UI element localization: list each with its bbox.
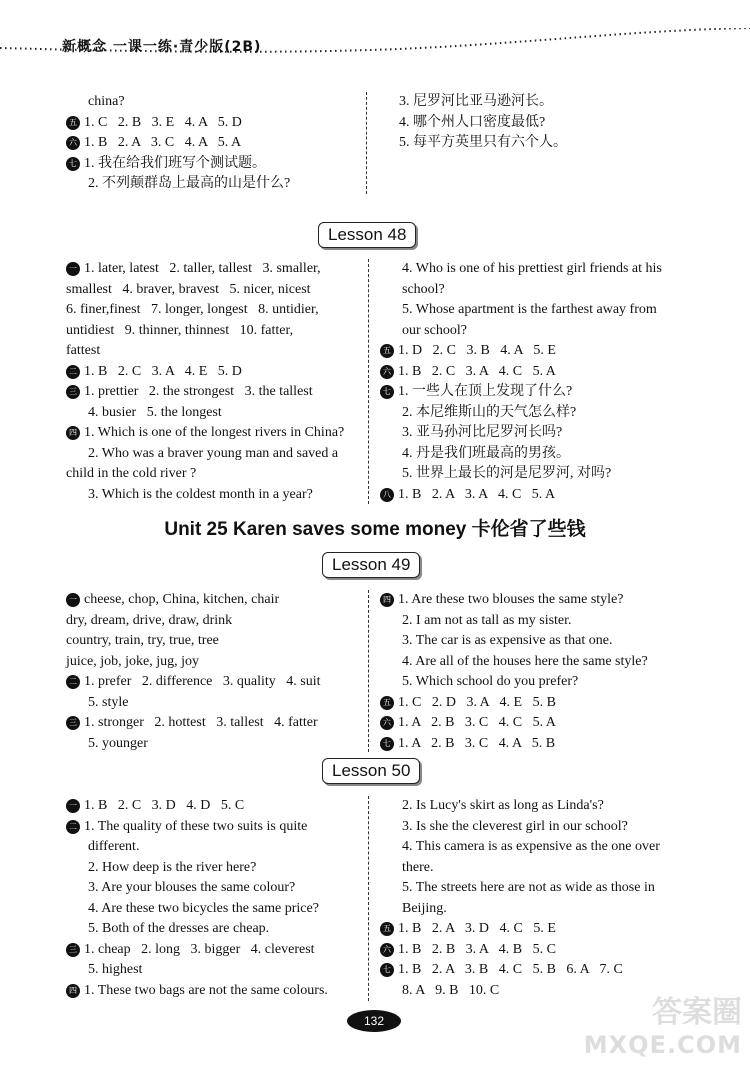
- answer-text: 1. B 2. A 3. B 4. C 5. B 6. A 7. C: [398, 962, 623, 977]
- answer-line: [380, 259, 690, 280]
- lesson-50-left-column: [66, 796, 364, 1001]
- answer-line: [66, 611, 364, 632]
- answer-line: [66, 300, 364, 321]
- answer-line: [380, 713, 690, 734]
- lesson-50-right-column: [380, 796, 690, 1001]
- answer-line: [66, 113, 358, 134]
- answer-line: [380, 734, 690, 755]
- answer-line: [66, 652, 364, 673]
- answer-text: 2. I am not as tall as my sister.: [402, 612, 572, 628]
- answer-text: 4. 丹是我们班最高的男孩。: [402, 445, 570, 461]
- section-number-badge: 二: [66, 365, 80, 379]
- answer-text: 1. B 2. C 3. A 4. E 5. D: [84, 363, 242, 379]
- answer-text: 2. Who was a braver young man and saved a: [88, 445, 339, 461]
- unit-title: Unit 25 Karen saves some money 卡伦省了些钱: [164, 519, 586, 540]
- answer-text: 1. B 2. A 3. C 4. A 5. A: [84, 135, 242, 150]
- section-number-badge: 六: [380, 716, 394, 730]
- answer-line: [66, 382, 364, 403]
- answer-text: country, train, try, true, tree: [66, 633, 219, 648]
- answer-line: [380, 341, 690, 362]
- book-title: 新概念 一课一练·青少版(2B): [62, 39, 262, 55]
- answer-line: [380, 485, 690, 506]
- top-right-column: [377, 92, 687, 154]
- lesson-49-heading: Lesson 49: [322, 552, 420, 578]
- answer-text: 1. later, latest 2. taller, tallest 3. smaller,: [84, 261, 321, 276]
- answer-line: [66, 321, 364, 342]
- answer-text: 1. These two bags are not the same colours.: [84, 982, 328, 998]
- section-number-badge: 四: [380, 593, 394, 607]
- answer-line: [66, 672, 364, 693]
- answer-text: 1. B 2. C 3. A 4. C 5. A: [398, 363, 556, 379]
- section-number-badge: 二: [66, 820, 80, 834]
- answer-text: 1. B 2. A 3. A 4. C 5. A: [398, 486, 556, 502]
- answer-line: [380, 464, 690, 485]
- answer-text: 1. C 2. B 3. E 4. A 5. D: [84, 114, 242, 130]
- column-divider: [366, 92, 367, 194]
- answer-text: 3. Are your blouses the same colour?: [88, 880, 296, 895]
- section-number-badge: 三: [66, 943, 80, 957]
- section-number-badge: 二: [66, 675, 80, 689]
- answer-line: [380, 796, 690, 817]
- answer-text: 1. prettier 2. the strongest 3. the tallest: [84, 384, 313, 399]
- section-number-badge: 一: [66, 593, 80, 607]
- answer-line: [66, 133, 358, 154]
- answer-line: [66, 259, 364, 280]
- answer-line: [380, 590, 690, 611]
- answer-text: 3. Which is the coldest month in a year?: [88, 486, 313, 502]
- answer-text: 2. Is Lucy's skirt as long as Linda's?: [402, 798, 604, 813]
- answer-text: 4. Are all of the houses here the same style?: [402, 653, 648, 669]
- answer-line: [66, 362, 364, 383]
- answer-text: 1. Are these two blouses the same style?: [398, 592, 624, 607]
- answer-line: [66, 423, 364, 444]
- answer-text: 4. Are these two bicycles the same price?: [88, 900, 319, 916]
- answer-text: 1. cheap 2. long 3. bigger 4. cleverest: [84, 941, 315, 957]
- answer-text: 3. The car is as expensive as that one.: [402, 633, 613, 648]
- answer-text: 1. 我在给我们班写个测试题。: [84, 155, 266, 171]
- section-number-badge: 七: [380, 737, 394, 751]
- answer-line: [380, 858, 690, 879]
- answer-text: child in the cold river ?: [66, 466, 197, 481]
- answer-line: [380, 919, 690, 940]
- answer-text: 1. C 2. D 3. A 4. E 5. B: [398, 694, 556, 710]
- answer-text: 5. younger: [88, 735, 148, 751]
- answer-text: 5. style: [88, 694, 129, 710]
- answer-line: [66, 154, 358, 175]
- answer-line: [380, 362, 690, 383]
- answer-text: fattest: [66, 343, 101, 358]
- answer-line: [66, 734, 364, 755]
- answer-text: our school?: [402, 322, 467, 338]
- answer-line: [380, 321, 690, 342]
- answer-line: [66, 174, 358, 195]
- answer-text: 5. 世界上最长的河是尼罗河, 对吗?: [402, 466, 612, 481]
- answer-text: 5. Both of the dresses are cheap.: [88, 921, 270, 936]
- answer-line: [66, 464, 364, 485]
- answer-text: 5. Which school do you prefer?: [402, 674, 579, 689]
- answer-text: 4. Who is one of his prettiest girl friends at his: [402, 261, 662, 276]
- answer-text: 8. A 9. B 10. C: [402, 982, 500, 998]
- answer-text: school?: [402, 281, 445, 297]
- answer-text: Beijing.: [402, 900, 447, 916]
- answer-text: 4. busier 5. the longest: [88, 404, 222, 420]
- answer-text: juice, job, joke, jug, joy: [66, 653, 199, 669]
- answer-text: 4. This camera is as expensive as the one over: [402, 839, 660, 854]
- answer-text: 2. 不列颠群岛上最高的山是什么?: [88, 176, 291, 191]
- answer-text: 2. 本尼维斯山的天气怎么样?: [402, 404, 577, 420]
- answer-line: [66, 341, 364, 362]
- answer-line: [380, 423, 690, 444]
- answer-text: 1. The quality of these two suits is quite: [84, 818, 308, 834]
- section-number-badge: 五: [66, 116, 80, 130]
- answer-text: 3. 亚马孙河比尼罗河长吗?: [402, 425, 563, 440]
- lesson-49-left-column: [66, 590, 364, 754]
- watermark-logo: 答案圈 MXQE.COM: [583, 995, 742, 1059]
- answer-line: [380, 960, 690, 981]
- page-header: [0, 28, 750, 68]
- page-number: 132: [347, 1010, 401, 1032]
- section-number-badge: 八: [380, 488, 394, 502]
- answer-line: [377, 133, 687, 154]
- answer-text: 3. 尼罗河比亚马逊河长。: [399, 94, 553, 109]
- answer-text: 4. 哪个州人口密度最低?: [399, 114, 546, 130]
- lesson-48-heading: Lesson 48: [318, 222, 416, 248]
- section-number-badge: 五: [380, 696, 394, 710]
- answer-text: there.: [402, 859, 434, 875]
- answer-line: [380, 631, 690, 652]
- answer-text: 1. A 2. B 3. C 4. A 5. B: [398, 735, 556, 751]
- answer-line: [380, 300, 690, 321]
- answer-text: different.: [88, 839, 140, 854]
- answer-text: 1. 一些人在顶上发现了什么?: [398, 384, 573, 399]
- section-number-badge: 六: [380, 943, 394, 957]
- lesson-48-left-column: [66, 259, 364, 505]
- answer-line: [66, 403, 364, 424]
- answer-line: [66, 940, 364, 961]
- answer-line: [380, 280, 690, 301]
- top-left-column: [66, 92, 358, 195]
- answer-text: 1. D 2. C 3. B 4. A 5. E: [398, 343, 556, 358]
- answer-text: 1. stronger 2. hottest 3. tallest 4. fatter: [84, 715, 318, 730]
- answer-text: 5. The streets here are not as wide as those in: [402, 880, 655, 895]
- answer-text: 5. 每平方英里只有六个人。: [399, 135, 567, 150]
- answer-text: china?: [88, 94, 125, 109]
- answer-line: [380, 817, 690, 838]
- answer-text: 3. Is she the cleverest girl in our school?: [402, 818, 628, 834]
- section-number-badge: 三: [66, 716, 80, 730]
- answer-text: 1. Which is one of the longest rivers in China?: [84, 425, 345, 440]
- answer-line: [380, 899, 690, 920]
- answer-line: [66, 693, 364, 714]
- answer-line: [66, 713, 364, 734]
- answer-text: 1. A 2. B 3. C 4. C 5. A: [398, 715, 556, 730]
- answer-line: [380, 444, 690, 465]
- section-number-badge: 一: [66, 262, 80, 276]
- answer-line: [66, 960, 364, 981]
- answer-text: dry, dream, drive, draw, drink: [66, 612, 233, 628]
- answer-line: [380, 672, 690, 693]
- answer-line: [66, 590, 364, 611]
- answer-line: [66, 858, 364, 879]
- answer-line: [380, 611, 690, 632]
- answer-line: [66, 817, 364, 838]
- answer-line: [380, 940, 690, 961]
- section-number-badge: 七: [66, 157, 80, 171]
- answer-line: [66, 92, 358, 113]
- lesson-48-right-column: [380, 259, 690, 505]
- answer-line: [66, 631, 364, 652]
- answer-line: [66, 837, 364, 858]
- answer-text: 1. B 2. A 3. D 4. C 5. E: [398, 921, 556, 936]
- lesson-50-heading: Lesson 50: [322, 758, 420, 784]
- answer-text: 1. prefer 2. difference 3. quality 4. suit: [84, 674, 321, 689]
- answer-text: 2. How deep is the river here?: [88, 859, 257, 875]
- answer-line: [66, 981, 364, 1002]
- answer-text: smallest 4. braver, bravest 5. nicer, nicest: [66, 281, 311, 297]
- section-number-badge: 七: [380, 963, 394, 977]
- answer-line: [377, 92, 687, 113]
- answer-text: 5. Whose apartment is the farthest away from: [402, 302, 657, 317]
- answer-line: [380, 837, 690, 858]
- section-number-badge: 六: [380, 365, 394, 379]
- answer-line: [66, 796, 364, 817]
- answer-line: [380, 403, 690, 424]
- answer-text: 1. B 2. C 3. D 4. D 5. C: [84, 798, 245, 813]
- section-number-badge: 七: [380, 385, 394, 399]
- answer-line: [380, 382, 690, 403]
- answer-line: [66, 280, 364, 301]
- answer-text: 5. highest: [88, 962, 143, 977]
- answer-text: untidiest 9. thinner, thinnest 10. fatter,: [66, 322, 294, 338]
- column-divider: [368, 259, 369, 504]
- section-number-badge: 一: [66, 799, 80, 813]
- answer-line: [66, 878, 364, 899]
- answer-text: cheese, chop, China, kitchen, chair: [84, 592, 280, 607]
- answer-line: [380, 652, 690, 673]
- answer-line: [377, 113, 687, 134]
- answer-line: [66, 444, 364, 465]
- section-number-badge: 五: [380, 922, 394, 936]
- column-divider: [368, 796, 369, 1001]
- answer-line: [66, 899, 364, 920]
- answer-text: 6. finer,finest 7. longer, longest 8. untidier,: [66, 302, 319, 317]
- section-number-badge: 五: [380, 344, 394, 358]
- answer-line: [66, 919, 364, 940]
- answer-line: [66, 485, 364, 506]
- lesson-49-right-column: [380, 590, 690, 754]
- section-number-badge: 六: [66, 136, 80, 150]
- answer-line: [380, 878, 690, 899]
- section-number-badge: 三: [66, 385, 80, 399]
- section-number-badge: 四: [66, 984, 80, 998]
- answer-text: 1. B 2. B 3. A 4. B 5. C: [398, 941, 556, 957]
- answer-line: [380, 693, 690, 714]
- section-number-badge: 四: [66, 426, 80, 440]
- column-divider: [368, 590, 369, 752]
